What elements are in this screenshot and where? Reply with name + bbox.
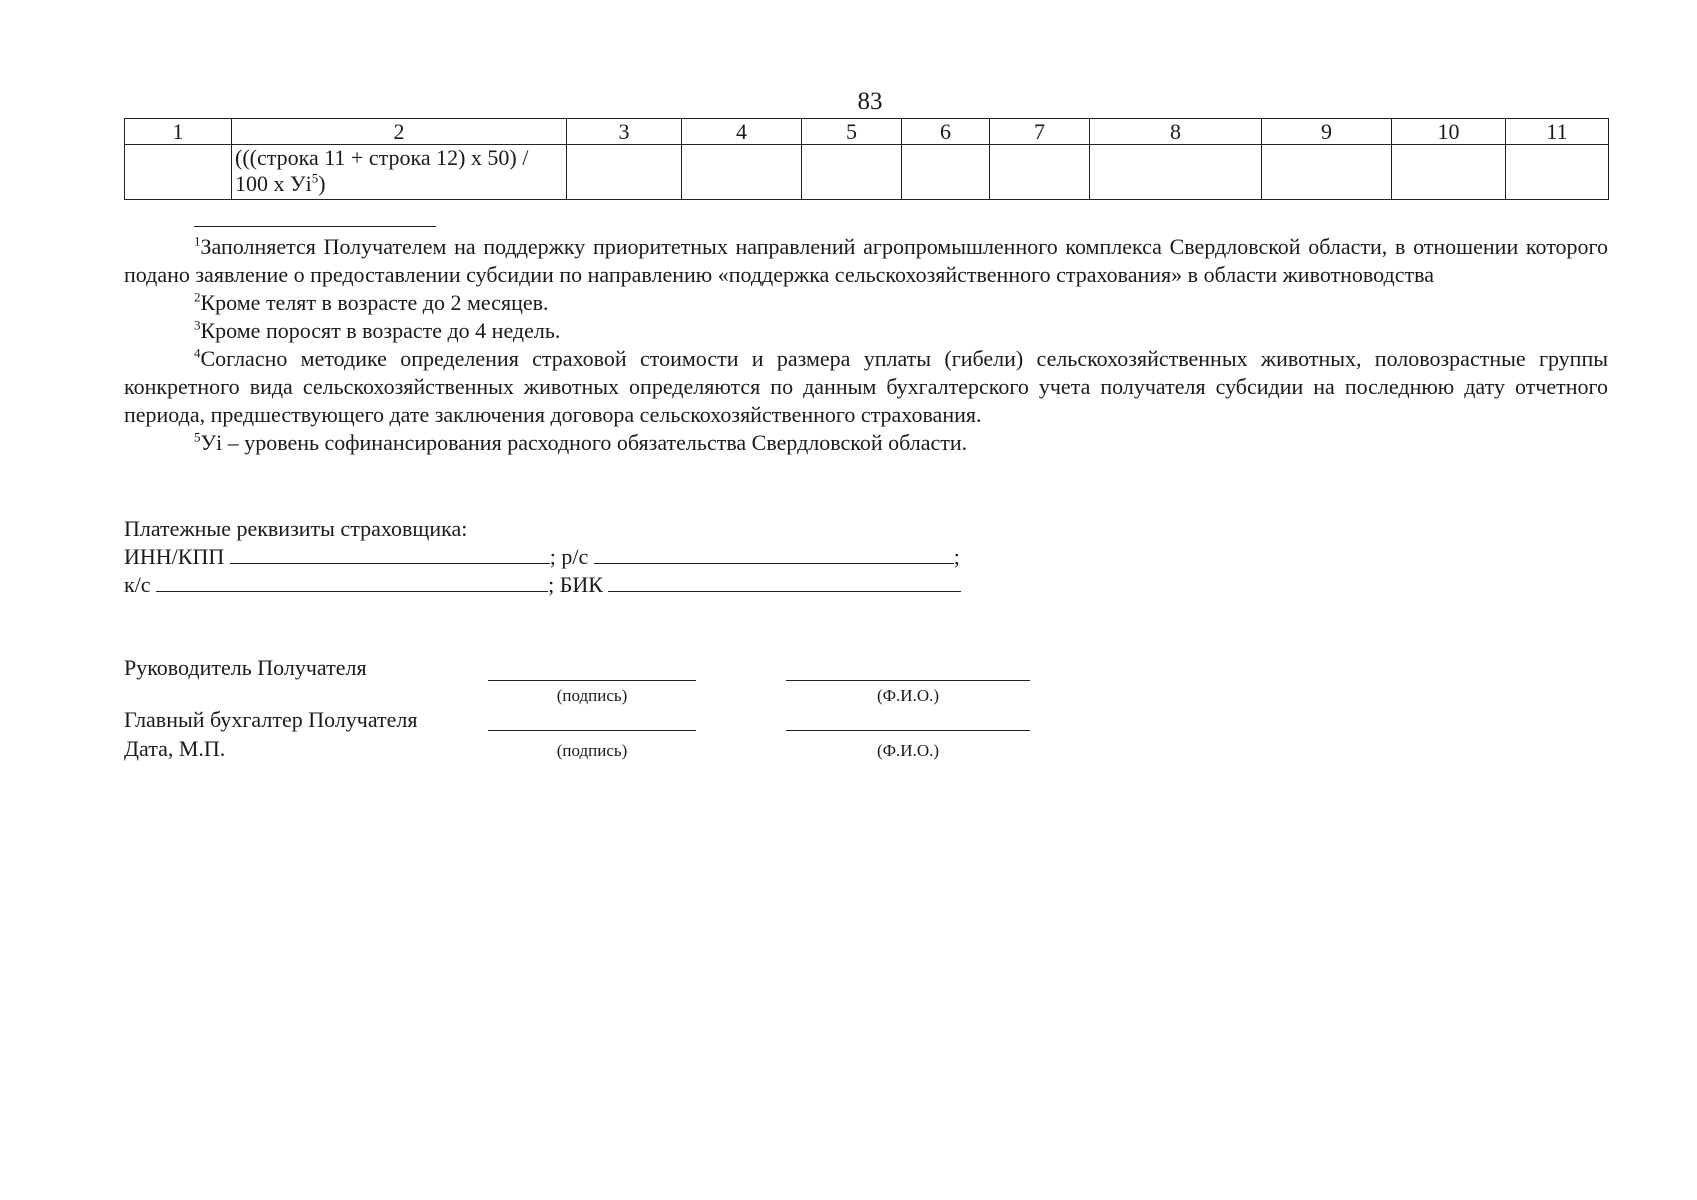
table-cell <box>1090 145 1262 200</box>
table-header-cell: 3 <box>567 119 682 145</box>
page-number: 83 <box>857 88 883 115</box>
form-table <box>124 118 1609 200</box>
formula-line-1: (((строка 11 + строка 12) х 50) / <box>235 145 529 170</box>
accountant-signature-caption: (подпись) <box>556 741 628 760</box>
inn-field[interactable] <box>230 543 550 564</box>
table-cell <box>125 145 232 200</box>
head-of-recipient-label: Руководитель Получателя <box>124 655 367 680</box>
table-header-cell: 10 <box>1392 119 1506 145</box>
rs-label: ; р/с <box>549 544 589 569</box>
row-end-semicolon: ; <box>953 544 960 569</box>
rs-field[interactable] <box>594 543 954 564</box>
table-cell <box>567 145 682 200</box>
footnotes <box>124 233 1608 457</box>
footnote-4: $^4$Согласно методике определения страховой стоимости и размера уплаты (гибели) сельскохозяйственных животных, половозрастные группы конкретного вида сельскохозяйственных животных определяются по данным бухгалтерского учета получателя субсидии на последнюю дату отчетного периода, предшествующего дате заключения договора сельскохозяйственного страхования. <box>124 345 1608 427</box>
table-header-cell: 11 <box>1506 119 1609 145</box>
ks-label: к/с <box>124 572 151 597</box>
table-cell <box>1392 145 1506 200</box>
formula-line-2: 100 х $Уi^5$) <box>235 170 326 196</box>
accountant-name-line[interactable] <box>786 730 1030 731</box>
formula-cell <box>232 145 567 200</box>
table-cell <box>1262 145 1392 200</box>
table-cell <box>802 145 902 200</box>
accountant-signature-line[interactable] <box>488 730 696 731</box>
table-cell <box>990 145 1090 200</box>
table-header-cell: 8 <box>1090 119 1262 145</box>
footnote-1: $^1$Заполняется Получателем на поддержку приоритетных направлений агропромышленного комплекса Свердловской области, в отношении которого подано заявление о предоставлении субсидии по направлению «поддержка сельскохозяйственного страхования» в области животноводства <box>124 233 1608 287</box>
table-header-cell: 5 <box>802 119 902 145</box>
inn-label: ИНН/КПП <box>124 544 225 569</box>
table-cell <box>682 145 802 200</box>
head-signature-line[interactable] <box>488 680 696 681</box>
chief-accountant-label: Главный бухгалтер Получателя <box>124 707 418 732</box>
table-header-cell: 7 <box>990 119 1090 145</box>
table-header-cell: 1 <box>125 119 232 145</box>
head-signature-caption: (подпись) <box>556 686 628 705</box>
bik-field[interactable] <box>608 571 961 592</box>
table-header-cell: 6 <box>902 119 990 145</box>
requisites-row-1 <box>124 543 961 571</box>
table-cell <box>902 145 990 200</box>
date-stamp-label: Дата, М.П. <box>124 736 226 761</box>
footnote-5: $^5$Уi – уровень софинансирования расходного обязательства Свердловской области. <box>194 429 968 455</box>
ks-field[interactable] <box>156 571 548 592</box>
requisites-heading: Платежные реквизиты страховщика: <box>124 516 468 541</box>
table-header-row <box>125 119 1609 145</box>
accountant-name-caption: (Ф.И.О.) <box>876 741 940 760</box>
insurer-requisites <box>124 515 961 599</box>
footnote-2: $^2$Кроме телят в возрасте до 2 месяцев. <box>194 289 549 315</box>
table-header-cell: 4 <box>682 119 802 145</box>
bik-label: ; БИК <box>548 572 603 597</box>
footnote-3: $^3$Кроме поросят в возрасте до 4 недель. <box>194 317 561 343</box>
table-row <box>125 145 1609 200</box>
table-cell <box>1506 145 1609 200</box>
table-header-cell: 2 <box>232 119 567 145</box>
table-header-cell: 9 <box>1262 119 1392 145</box>
requisites-row-2 <box>124 571 961 599</box>
footnote-separator <box>194 226 436 227</box>
head-name-caption: (Ф.И.О.) <box>876 686 940 705</box>
head-name-line[interactable] <box>786 680 1030 681</box>
